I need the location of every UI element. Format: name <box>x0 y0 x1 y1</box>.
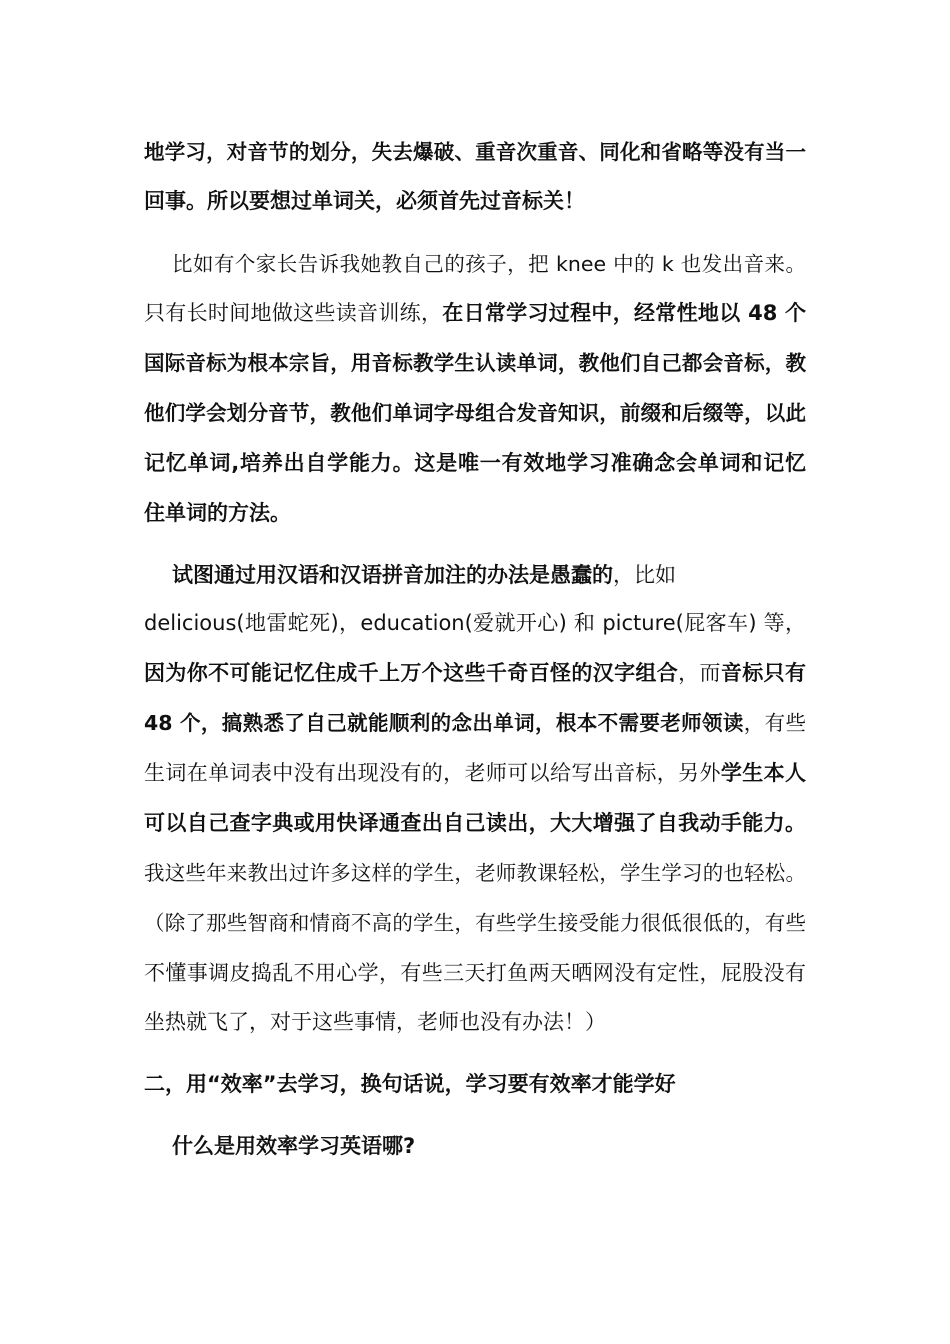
text-line <box>144 906 806 940</box>
text-line <box>144 706 806 740</box>
text-line <box>144 135 806 169</box>
bold-text-run: 地学习，对音节的划分，失去爆破、重音次重音、同化和省略等没有当一 <box>144 140 806 164</box>
bold-text-run: 什么是用效率学习英语哪? <box>172 1134 416 1158</box>
text-run: 比如有个家长告诉我她教自己的孩子，把 knee 中的 k 也发出音来。 <box>172 252 806 276</box>
bold-text-run: 他们学会划分音节，教他们单词字母组合发音知识，前缀和后缀等，以此 <box>144 401 806 425</box>
bold-text-run: 记忆单词,培养出自学能力。这是唯一有效地学习准确念会单词和记忆 <box>144 451 806 475</box>
text-run: 我这些年来教出过许多这样的学生，老师教课轻松，学生学习的也轻松。 <box>144 861 806 885</box>
text-line <box>144 346 806 380</box>
bold-text-run: 试图通过用汉语和汉语拼音加注的办法是愚蠢的 <box>172 563 613 587</box>
text-line <box>144 956 806 990</box>
text-run: ，而 <box>678 661 721 685</box>
text-run: 只有长时间地做这些读音训练， <box>144 301 443 325</box>
text-run: delicious(地雷蛇死)，education(爱就开心) 和 picture(屁客车) 等， <box>144 611 806 635</box>
bold-text-run: 回事。所以要想过单词关，必须首先过音标关！ <box>144 189 585 213</box>
bold-text-run: 学生本人 <box>720 761 806 785</box>
text-line <box>144 296 806 330</box>
text-line <box>144 656 806 690</box>
text-line <box>144 606 806 640</box>
text-run: 坐热就飞了，对于这些事情，老师也没有办法！） <box>144 1010 606 1034</box>
bold-text-run: 二，用“效率”去学习，换句话说，学习要有效率才能学好 <box>144 1072 676 1096</box>
section-heading <box>144 1067 806 1101</box>
bold-text-run: 48 个，搞熟悉了自己就能顺利的念出单词，根本不需要老师领读 <box>144 711 744 735</box>
text-run: ，比如 <box>613 563 676 587</box>
text-line <box>144 1005 806 1039</box>
text-run: （除了那些智商和情商不高的学生，有些学生接受能力很低很低的，有些 <box>144 911 806 935</box>
bold-text-run: 可以自己查字典或用快译通查出自己读出，大大增强了自我动手能力。 <box>144 811 806 835</box>
text-line <box>144 756 806 790</box>
text-run: ，有些 <box>743 711 806 735</box>
text-line <box>144 184 806 218</box>
bold-text-run: 住单词的方法。 <box>144 501 291 525</box>
text-line <box>172 247 806 281</box>
question-heading <box>172 1129 806 1163</box>
text-line <box>172 558 806 592</box>
bold-text-run: 因为你不可能记忆住成千上万个这些千奇百怪的汉字组合 <box>144 661 679 685</box>
text-run: 生词在单词表中没有出现没有的，老师可以给写出音标，另外 <box>144 761 721 785</box>
text-run: 不懂事调皮捣乱不用心学，有些三天打鱼两天晒网没有定性，屁股没有 <box>144 961 806 985</box>
text-line <box>144 446 806 480</box>
bold-text-run: 国际音标为根本宗旨，用音标教学生认读单词，教他们自己都会音标，教 <box>144 351 806 375</box>
bold-text-run: 音标只有 <box>720 661 806 685</box>
text-line <box>144 496 806 530</box>
text-line <box>144 396 806 430</box>
text-line <box>144 806 806 840</box>
bold-text-run: 在日常学习过程中，经常性地以 48 个 <box>442 301 806 325</box>
text-line <box>144 856 806 890</box>
